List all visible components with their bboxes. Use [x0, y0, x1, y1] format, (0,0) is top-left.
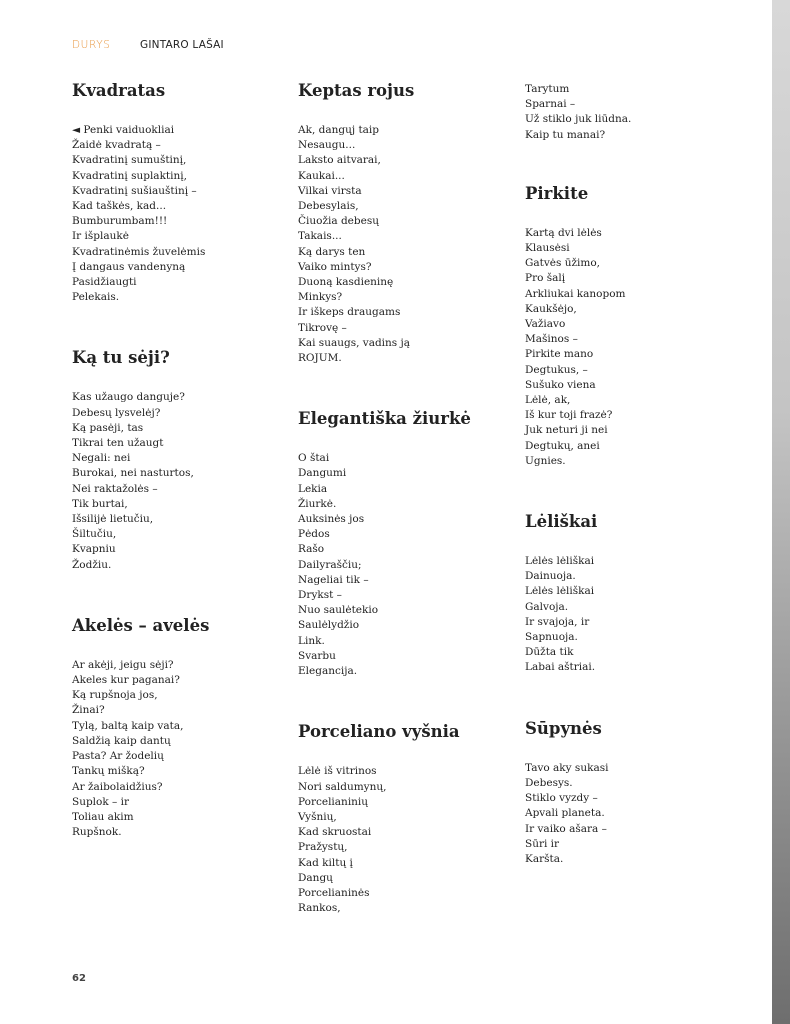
- poem-line: Vilkai virsta: [298, 184, 362, 197]
- poem-line: Sparnai –: [525, 98, 576, 111]
- poem-line: ◄ Penki vaiduokliai: [72, 124, 175, 136]
- poem-line: Pražystų,: [298, 841, 348, 854]
- poem-ka-tu-seji: [72, 347, 282, 572]
- poem-line: Laksto aitvarai,: [298, 154, 381, 167]
- poem-line: Dangų: [298, 871, 333, 884]
- poem-line: Debesų lysvelėj?: [72, 406, 161, 419]
- poem-title: Kvadratas: [72, 81, 166, 100]
- poem-line: Pirkite mano: [525, 348, 594, 361]
- poem-line: Ugnies.: [525, 454, 566, 467]
- poem-line: Žodžiu.: [72, 558, 112, 571]
- poem-continuation: [525, 82, 745, 143]
- poem-line: Negali: nei: [72, 452, 131, 465]
- poem-line: Kvadratinį sušiauštinį –: [72, 184, 197, 197]
- poem-line: Toliau akim: [72, 810, 134, 823]
- poem-line: Burokai, nei nasturtos,: [72, 467, 194, 480]
- poem-title: Keptas rojus: [298, 81, 415, 100]
- poem-line: Tikrovę –: [298, 321, 347, 334]
- poem-line: Kad kiltų į: [298, 856, 353, 869]
- poem-leliskai: [525, 511, 745, 676]
- poem-line: Kvadratinėmis žuvelėmis: [72, 245, 206, 258]
- poem-line: Už stiklo juk liūdna.: [525, 113, 632, 126]
- poem-line: Dangumi: [298, 467, 347, 480]
- poem-line: Vyšnių,: [298, 810, 337, 823]
- poem-line: Porcelianinių: [298, 795, 369, 808]
- poem-line: Kad skruostai: [298, 826, 372, 839]
- page-edge-shadow: [772, 0, 790, 1024]
- poem-line: ROJUM.: [298, 352, 342, 365]
- poem-elegantiska-ziurke: [298, 408, 508, 679]
- poem-line: Kad taškės, kad...: [72, 200, 167, 213]
- poem-lines: [525, 554, 745, 676]
- poem-lines: [72, 658, 282, 840]
- poem-line: Karšta.: [525, 852, 564, 865]
- poem-line: Ką rupšnoja jos,: [72, 689, 158, 702]
- poem-line: Nori saldumynų,: [298, 780, 387, 793]
- poem-title: Lėliškai: [525, 512, 598, 532]
- poem-line: Į dangaus vandenyną: [72, 260, 186, 273]
- column-2: [298, 80, 508, 916]
- poem-line: Sūri ir: [525, 837, 560, 850]
- poem-line: Tik burtai,: [72, 497, 128, 510]
- poem-line: Rupšnok.: [72, 826, 122, 839]
- poem-line: Labai aštriai.: [525, 661, 596, 674]
- poem-keptas-rojus: [298, 80, 508, 366]
- poem-line: Galvoja.: [525, 600, 569, 613]
- poem-line: Iš kur toji frazė?: [525, 409, 613, 422]
- poem-line: Pasidžiaugti: [72, 276, 137, 289]
- poem-line: Debesys.: [525, 776, 573, 789]
- poem-line: Kvadratinį sumuštinį,: [72, 154, 187, 167]
- poem-line: Porcelianinės: [298, 886, 370, 899]
- poem-line: Kvapniu: [72, 543, 116, 556]
- poem-lines: [525, 761, 745, 867]
- poem-line: Elegancija.: [298, 665, 358, 678]
- poem-line: Žiurkė.: [298, 497, 337, 510]
- poem-line: Sušuko viena: [525, 378, 596, 391]
- poem-line: Kas užaugo danguje?: [72, 391, 185, 404]
- poem-line: Degtukų, anei: [525, 439, 600, 452]
- poem-line: Ir svajoja, ir: [525, 615, 590, 628]
- poem-line: Važiavo: [525, 318, 566, 331]
- poem-line: Ak, dangųj taip: [298, 124, 380, 136]
- poem-line: Link.: [298, 634, 325, 647]
- poem-supynes: [525, 718, 745, 867]
- poem-line: Apvali planeta.: [525, 807, 605, 820]
- poem-line: Kai suaugs, vadins ją: [298, 336, 411, 349]
- poem-title: Sūpynės: [525, 718, 602, 738]
- brand-label: DURYS: [72, 39, 111, 51]
- poem-line: Lėlė, ak,: [525, 394, 571, 407]
- poem-line: Išsilijė lietučiu,: [72, 513, 154, 526]
- poem-line: Nesaugu...: [298, 139, 356, 152]
- poem-line: Saulėlydžio: [298, 619, 360, 632]
- poem-kvadratas: [72, 80, 282, 305]
- column-1: [72, 80, 282, 840]
- poem-line: Dainuoja.: [525, 570, 576, 583]
- poem-line: Akeles kur paganai?: [72, 674, 180, 687]
- poem-line: Pasta? Ar žodelių: [72, 750, 164, 763]
- poem-porceliano-vysnia: [298, 721, 508, 916]
- poem-line: Lekia: [298, 482, 328, 495]
- poem-line: Pelekais.: [72, 291, 120, 304]
- poem-line: Drykst –: [298, 589, 342, 602]
- poem-line: Ir vaiko ašara –: [525, 822, 607, 835]
- poem-line: Kaukai...: [298, 169, 345, 182]
- poem-line: Lėlės lėliškai: [525, 555, 595, 568]
- poem-line: Rašo: [298, 543, 325, 556]
- poem-line: Auksinės jos: [298, 513, 365, 526]
- poem-line: Sapnuoja.: [525, 631, 578, 644]
- poem-line: Kvadratinį suplaktinį,: [72, 169, 187, 182]
- poem-lines: [525, 226, 745, 469]
- poem-line: Saldžią kaip dantų: [72, 734, 171, 747]
- poem-line: Ir išplaukė: [72, 230, 129, 243]
- poem-line: Čiuožia debesų: [298, 215, 379, 228]
- poem-line: Kaip tu manai?: [525, 128, 606, 141]
- poem-akeles-aveles: [72, 615, 282, 840]
- page-number: 62: [72, 973, 86, 984]
- poem-line: Lėlė iš vitrinos: [298, 765, 377, 778]
- poem-line: Kartą dvi lėlės: [525, 226, 602, 239]
- poem-line: Ką darys ten: [298, 245, 366, 258]
- poem-line: Gatvės ūžimo,: [525, 257, 601, 270]
- poem-line: Kaukšėjo,: [525, 302, 577, 315]
- poem-line: Nageliai tik –: [298, 573, 369, 586]
- poem-line: Pėdos: [298, 528, 330, 541]
- poem-line: Vaiko mintys?: [298, 260, 372, 273]
- poem-title: Pirkite: [525, 183, 589, 203]
- poem-line: O štai: [298, 452, 330, 465]
- poem-line: Ar žaibolaidžius?: [72, 780, 163, 793]
- poem-line: Pro šalį: [525, 272, 566, 285]
- poem-line: Minkys?: [298, 291, 343, 304]
- poem-line: Dailyraščiu;: [298, 558, 362, 571]
- poem-line: Tavo aky sukasi: [525, 761, 609, 774]
- poem-lines: [525, 82, 745, 143]
- poem-lines: [72, 123, 282, 305]
- poem-line: Duoną kasdieninę: [298, 276, 394, 289]
- poem-line: Tankų mišką?: [72, 765, 145, 778]
- poem-line: Bumburumbam!!!: [72, 215, 168, 228]
- poem-line: Nei raktažolės –: [72, 482, 158, 495]
- poem-line: Tarytum: [525, 83, 570, 95]
- poem-lines: [298, 764, 508, 916]
- poem-line: Ir iškeps draugams: [298, 306, 401, 319]
- poem-line: Degtukus, –: [525, 363, 588, 376]
- poem-line: Juk neturi ji nei: [525, 424, 608, 437]
- poem-lines: [298, 451, 508, 679]
- poem-title: Porceliano vyšnia: [298, 722, 460, 742]
- poem-lines: [298, 123, 508, 366]
- poem-line: Žaidė kvadratą –: [72, 139, 161, 152]
- poem-line: Mašinos –: [525, 333, 578, 346]
- poem-line: Šiltučiu,: [72, 528, 117, 541]
- running-header: [72, 39, 224, 51]
- poem-title: Akelės – avelės: [72, 615, 210, 635]
- poem-line: Takais...: [298, 230, 342, 243]
- poem-pirkite: [525, 183, 745, 469]
- poem-line: Dūžta tik: [525, 646, 574, 659]
- poem-line: Klausėsi: [525, 242, 570, 255]
- column-3: [525, 80, 745, 867]
- poem-line: Žinai?: [72, 704, 105, 717]
- poem-line: Nuo saulėtekio: [298, 604, 379, 617]
- poem-lines: [72, 390, 282, 572]
- poem-line: Stiklo vyzdy –: [525, 792, 598, 805]
- poem-line: Debesylais,: [298, 200, 359, 213]
- poem-line: Suplok – ir: [72, 795, 130, 808]
- author-label: GINTARO LAŠAI: [140, 39, 224, 51]
- poem-title: Ką tu sėji?: [72, 348, 170, 368]
- poem-line: Rankos,: [298, 902, 341, 915]
- poem-line: Tylą, baltą kaip vata,: [72, 719, 184, 732]
- poem-line: Tikrai ten užaugt: [72, 437, 164, 450]
- poem-title: Elegantiška žiurkė: [298, 409, 471, 429]
- poem-line: Svarbu: [298, 649, 336, 662]
- poem-line: Ką pasėji, tas: [72, 421, 144, 434]
- poem-line: Ar akėji, jeigu sėji?: [72, 658, 174, 671]
- poem-line: Arkliukai kanopom: [525, 287, 626, 300]
- poem-line: Lėlės lėliškai: [525, 585, 595, 598]
